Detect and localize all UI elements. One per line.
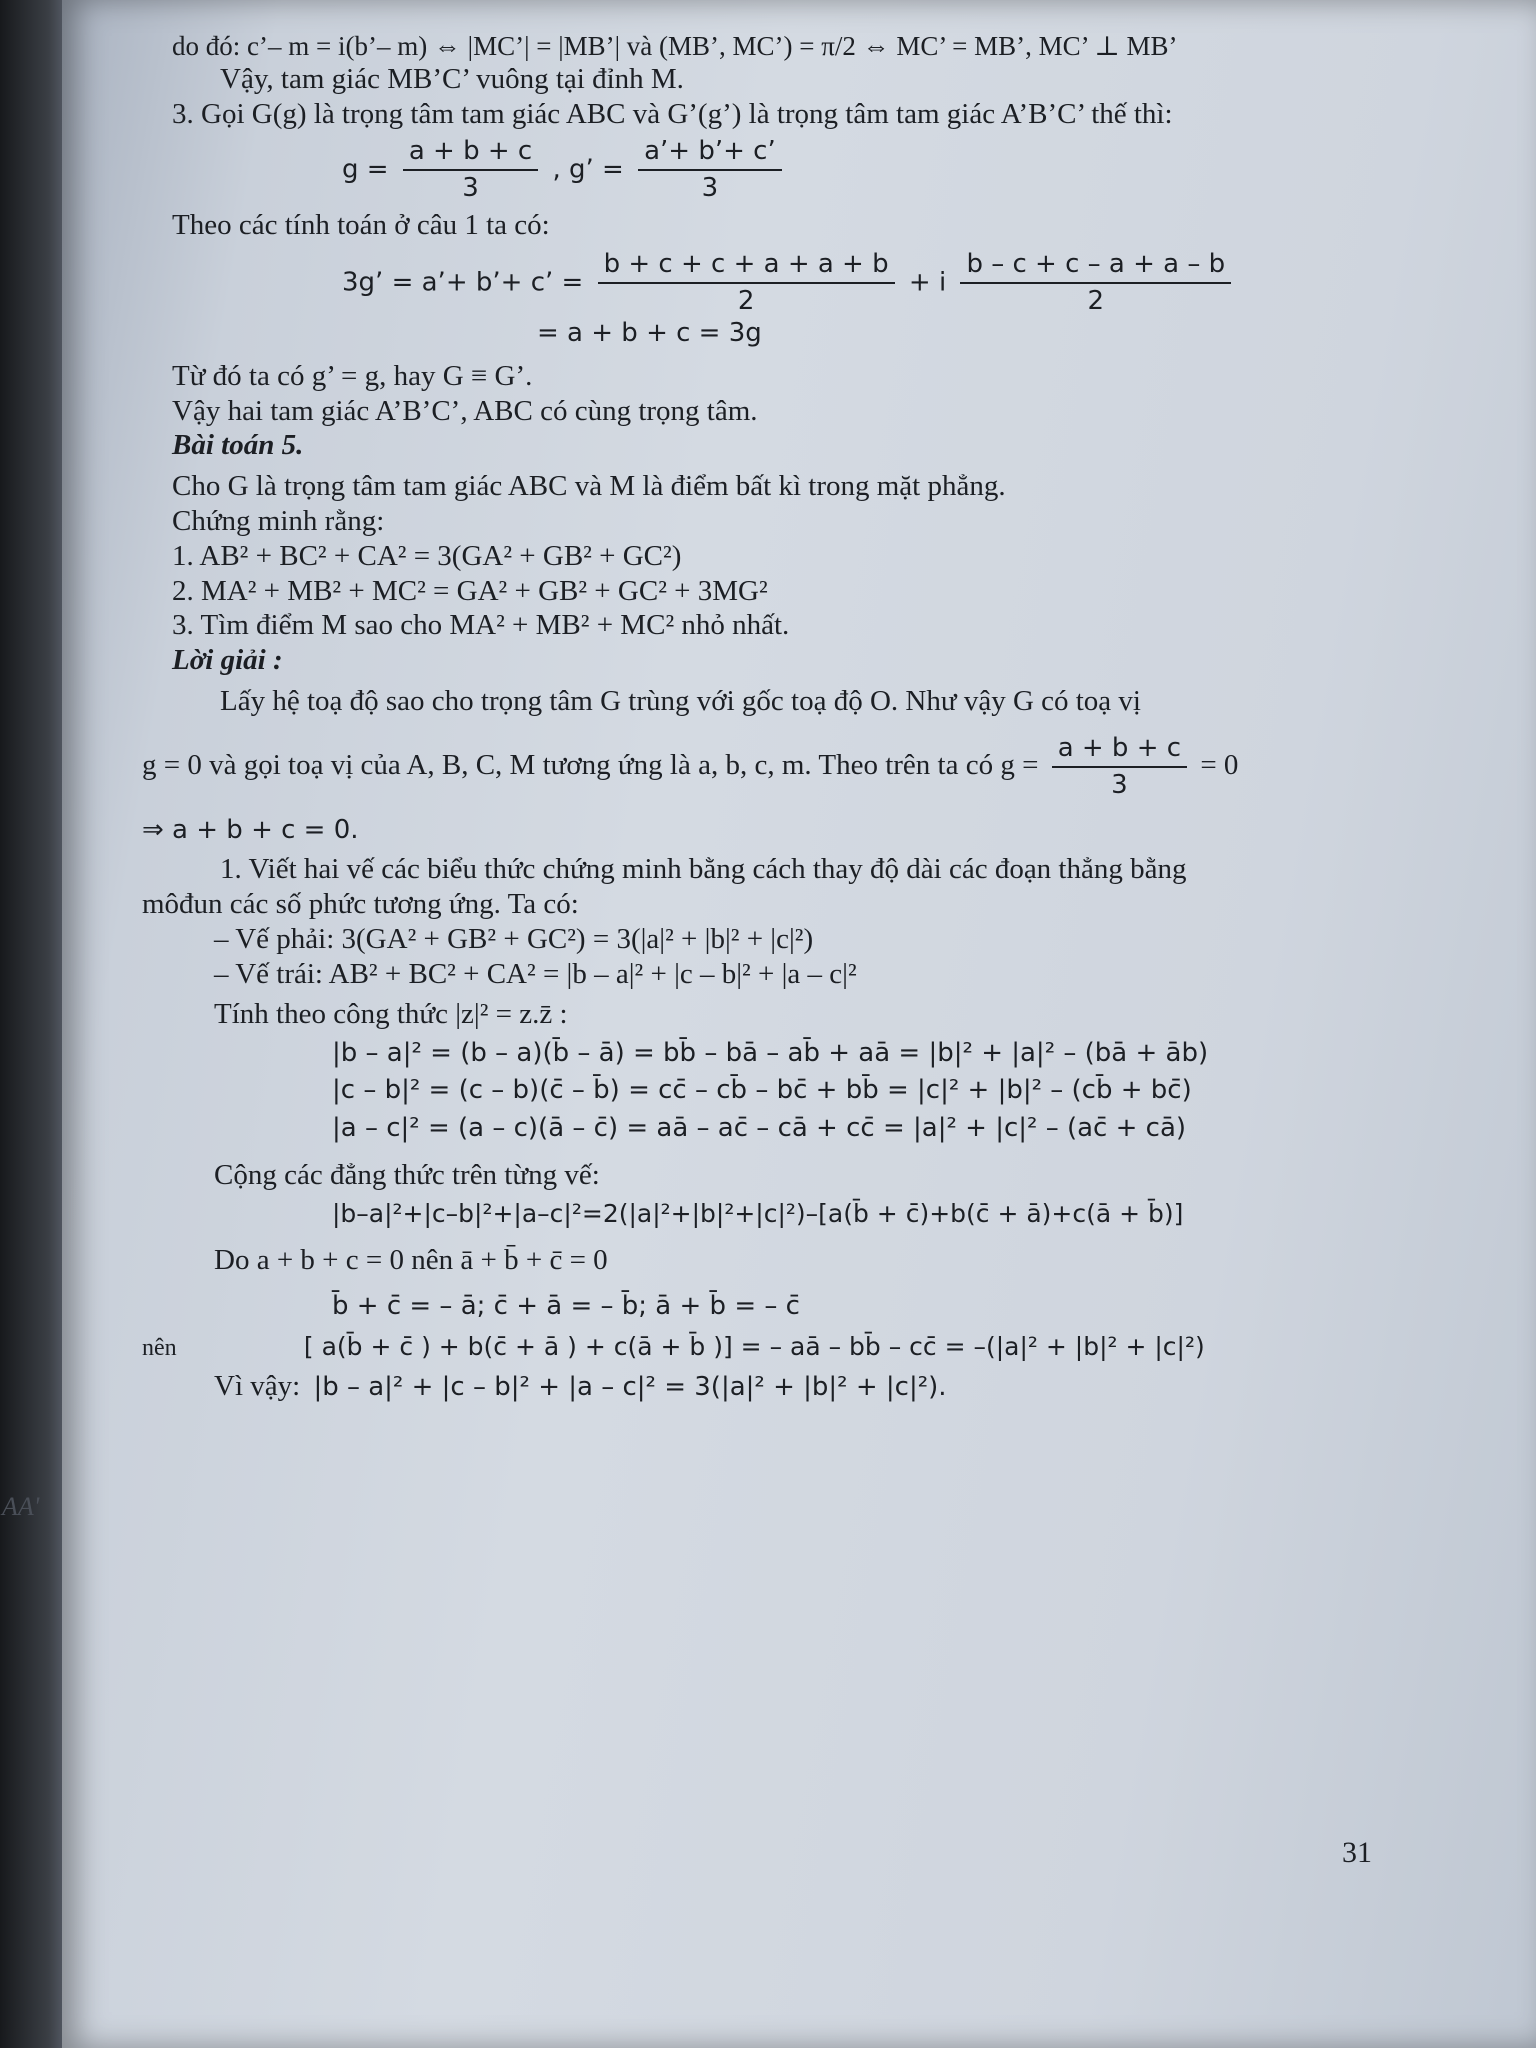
page-content — [142, 30, 1392, 1404]
text-line: Tính theo công thức |z|² = z.z̄ : — [214, 998, 568, 1031]
formula-line: |b–a|²+|c–b|²+|a–c|²=2(|a|²+|b|²+|c|²)–[a(b̄ + c̄)+b(c̄ + ā)+c(ā + b̄)] — [332, 1198, 1184, 1228]
text-line: Cho G là trọng tâm tam giác ABC và M là điểm bất kì trong mặt phẳng. — [172, 470, 1006, 503]
text-line: Vậy hai tam giác A’B’C’, ABC có cùng trọng tâm. — [172, 394, 758, 427]
formula-line — [172, 136, 1392, 204]
fraction-numerator: a’+ b’+ c’ — [638, 136, 782, 171]
formula-line: = a + b + c = 3g — [537, 317, 762, 348]
formula-part: , g’ = — [552, 154, 624, 185]
fraction-denominator: 3 — [701, 173, 719, 204]
text-line: môđun các số phức tương ứng. Ta có: — [142, 888, 579, 921]
formula-part: [ a(b̄ + c̄ ) + b(c̄ + ā ) + c(ā + b̄ )] = – aā – bb̄ – cc̄ = –(|a|² + |b|² + |c|²) — [303, 1331, 1205, 1361]
formula-line: ⇒ a + b + c = 0. — [142, 815, 359, 846]
fraction — [638, 136, 782, 204]
fraction-numerator: a + b + c — [403, 136, 538, 171]
fraction-numerator: b – c + c – a + a – b — [960, 249, 1231, 284]
fraction — [403, 136, 538, 204]
formula-line: |a – c|² = (a – c)(ā – c̄) = aā – ac̄ – cā + cc̄ = |a|² + |c|² – (ac̄ + cā) — [332, 1112, 1187, 1143]
text-line: Từ đó ta có g’ = g, hay G ≡ G’. — [172, 359, 533, 392]
text-line: – Vế phải: 3(GA² + GB² + GC²) = 3(|a|² + |b|² + |c|²) — [214, 922, 814, 955]
text-line: 3. Gọi G(g) là trọng tâm tam giác ABC và G’(g’) là trọng tâm tam giác A’B’C’ thế thì: — [172, 98, 1173, 131]
fraction — [960, 249, 1231, 317]
fraction-denominator: 2 — [737, 286, 755, 317]
text-line: Theo các tính toán ở câu 1 ta có: — [172, 209, 550, 242]
page-number: 31 — [1342, 1836, 1372, 1869]
text-line — [142, 733, 1392, 801]
fraction — [1052, 733, 1187, 801]
formula-part: g = 0 và gọi toạ vị của A, B, C, M tương ứng là a, b, c, m. Theo trên ta có g = — [142, 748, 1039, 781]
text-line: – Vế trái: AB² + BC² + CA² = |b – a|² + |c – b|² + |a – c|² — [214, 957, 857, 990]
fraction-numerator: b + c + c + a + a + b — [598, 249, 895, 284]
text-line: Do a + b + c = 0 nên ā + b̄ + c̄ = 0 — [214, 1243, 608, 1276]
fraction-denominator: 3 — [462, 173, 479, 204]
formula-part: 3g’ = a’+ b’+ c’ = — [342, 267, 584, 298]
section-heading: Lời giải : — [172, 644, 283, 677]
text-line: Vậy, tam giác MB’C’ vuông tại đỉnh M. — [220, 63, 684, 96]
text-line — [142, 1329, 1392, 1364]
text-line — [172, 1369, 1392, 1404]
label-nen: nên — [142, 1334, 177, 1361]
formula-part: = 0 — [1200, 748, 1239, 781]
text-line: Cộng các đẳng thức trên từng vế: — [214, 1158, 600, 1191]
fraction-numerator: a + b + c — [1052, 733, 1187, 768]
formula-part: g = — [342, 154, 389, 185]
formula-line: |c – b|² = (c – b)(c̄ – b̄) = cc̄ – cb̄ – bc̄ + bb̄ = |c|² + |b|² – (cb̄ + bc̄) — [332, 1075, 1192, 1106]
book-page — [62, 0, 1536, 2048]
formula-line: b̄ + c̄ = – ā; c̄ + ā = – b̄; ā + b̄ = – c̄ — [332, 1291, 800, 1322]
text-line: do đó: c’– m = i(b’– m) ⇔ |MC’| = |MB’| và (MB’, MC’) = π/2 ⇔ MC’ = MB’, MC’ ⊥ MB’ — [172, 31, 1178, 61]
text-line: 1. Viết hai vế các biểu thức chứng minh bằng cách thay độ dài các đoạn thẳng bằng — [220, 853, 1187, 886]
formula-line — [172, 249, 1392, 317]
fraction-denominator: 3 — [1111, 769, 1128, 800]
text-line: 3. Tìm điểm M sao cho MA² + MB² + MC² nhỏ nhất. — [172, 609, 790, 642]
formula-line: |b – a|² = (b – a)(b̄ – ā) = bb̄ – bā – ab̄ + aā = |b|² + |a|² – (bā + āb) — [332, 1038, 1209, 1069]
formula-part: + i — [908, 267, 947, 298]
label-vi-vay: Vì vậy: — [214, 1370, 301, 1403]
fraction — [598, 249, 895, 317]
section-heading: Bài toán 5. — [172, 429, 304, 462]
text-line: 2. MA² + MB² + MC² = GA² + GB² + GC² + 3MG² — [172, 574, 768, 607]
text-line: Chứng minh rằng: — [172, 504, 385, 537]
formula-part: |b – a|² + |c – b|² + |a – c|² = 3(|a|² + |b|² + |c|²). — [313, 1372, 947, 1403]
margin-handwriting: AA' — [2, 1492, 40, 1521]
text-line: Lấy hệ toạ độ sao cho trọng tâm G trùng với gốc toạ độ O. Như vậy G có toạ vị — [220, 684, 1141, 717]
fraction-denominator: 2 — [1087, 286, 1105, 317]
text-line: 1. AB² + BC² + CA² = 3(GA² + GB² + GC²) — [172, 539, 682, 572]
